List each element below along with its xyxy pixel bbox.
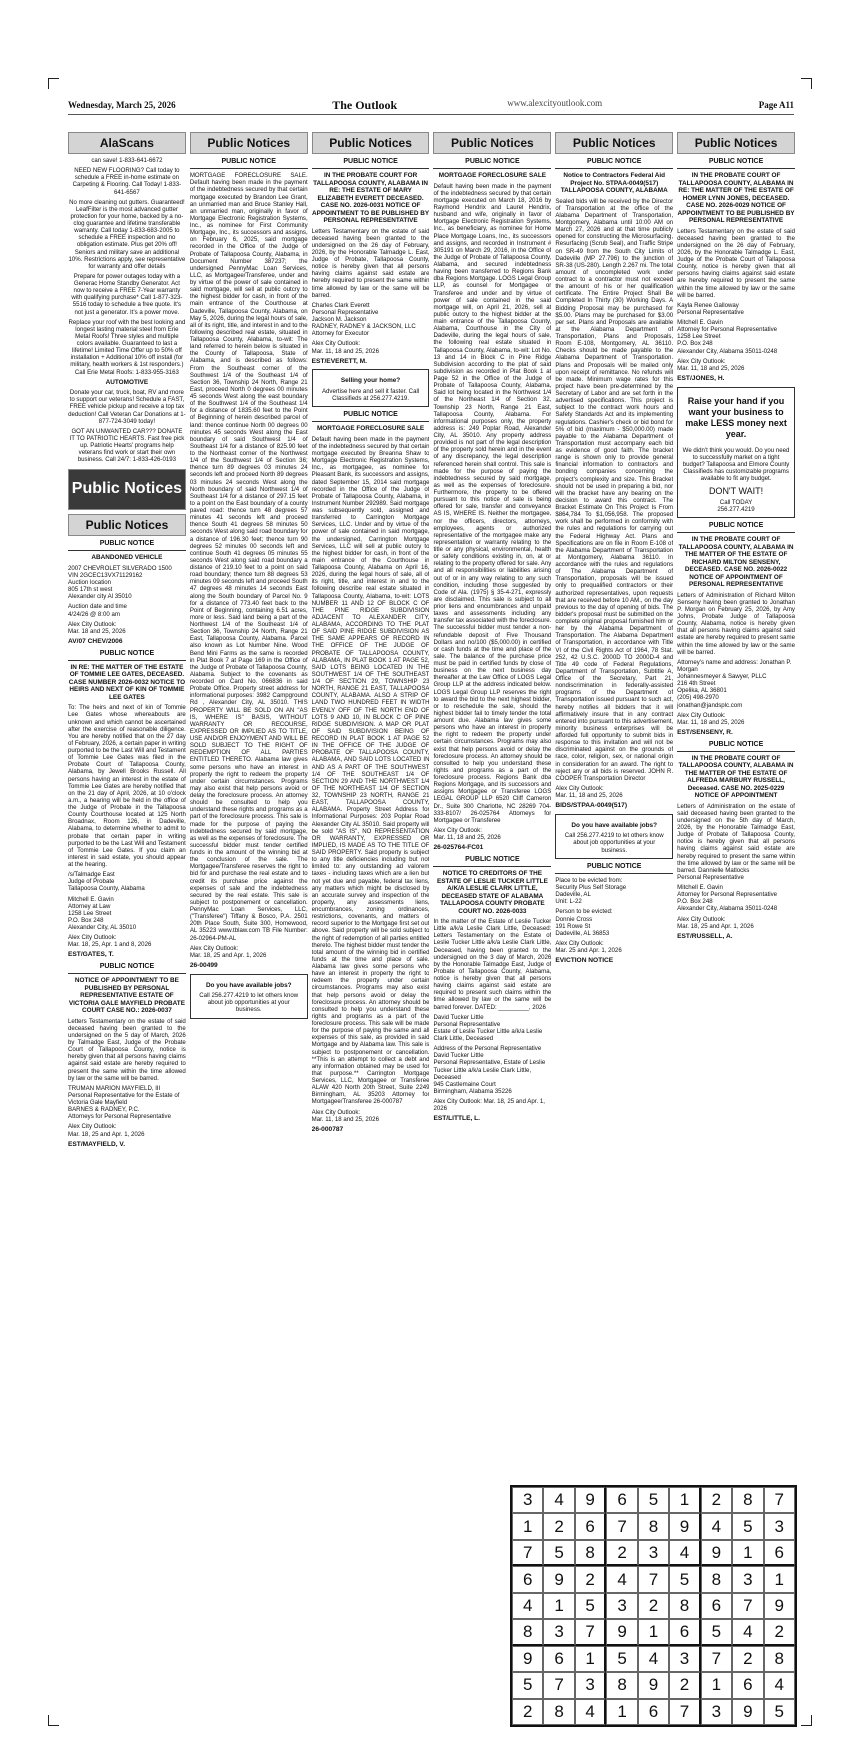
ad-callout: DON'T WAIT! bbox=[708, 486, 764, 497]
section-banner: Public Notices bbox=[190, 132, 308, 154]
notice-body: Letters Testamentary on the estate of said deceased having been granted to the undersigned on the 5 day of March, 2026 by Talmadge East, Judge of the Probate Court of Tallapoosa County, notice is hereby given that all persons having claims against said estate are hereby required to present the same within the time allowed by law or the same will be barred. bbox=[68, 1017, 186, 1082]
sudoku-cell: 6 bbox=[575, 1513, 606, 1539]
attorney-block: Mitchell E. Gavin Attorney for Personal Representative 1258 Lee Street P.O. Box 248 Alexander City, Alabama 35011-0248 bbox=[677, 319, 778, 355]
notice-reference: AV/07 CHEV/2006 bbox=[68, 637, 123, 645]
publication-dates: Alex City Outlook: Mar. 11, 18 and 25, 2026 bbox=[311, 340, 379, 355]
sudoku-cell: 9 bbox=[701, 1540, 732, 1566]
notice-reference: EST/LITTLE, L. bbox=[433, 1115, 481, 1123]
column-2 bbox=[190, 132, 308, 1732]
sudoku-cell: 1 bbox=[701, 1672, 732, 1698]
notice-title: NOTICE TO CREDITORS OF THE ESTATE OF LESLIE TUCKER LITTLE A/K/A LESLIE CLARK LITTLE, DECEASED STATE OF ALABAMA TALLAPOOSA COUNTY PROBATE COURT NO. 2026-0033 bbox=[436, 870, 548, 915]
sudoku-cell: 4 bbox=[543, 1487, 574, 1513]
ad-text: GOT AN UNWANTED CAR??? DONATE IT TO PATRIOTIC HEARTS. Fast free pick up. Patriotic Hearts' programs help veterans find work or start their own business. Call 24/7: 1-833-426-0193 bbox=[69, 427, 185, 464]
ad-title: Selling your home? bbox=[340, 377, 401, 385]
notice-body: Letters Testamentary on the estate of said deceased having been granted to the undersigned on the 26 day of February, 2026, by the Honorable Talmadge L. East, Judge of Probate, Tallapoosa County, notice is hereby given that all persons having claims against said estate are hereby required to present the same within time allowed by law or the same will be barred. bbox=[311, 227, 430, 299]
attorney-block: Mitchell E. Gavin Attorney for Personal Representative P.O. Box 248 Alexander City, Alabama 35011-0248 bbox=[677, 884, 778, 913]
publication-dates: Alex City Outlook: Mar. 18, 25 and Apr. 1, 2026 bbox=[433, 1098, 545, 1113]
sudoku-cell: 2 bbox=[606, 1540, 637, 1566]
notice-label: PUBLIC NOTICE bbox=[433, 158, 551, 169]
notice-title: IN THE PROBATE COURT FOR TALLAPOOSA COUNTY, ALABAMA IN RE: THE ESTATE OF MARY ELIZABETH EVERETT DECEASED. CASE NO. 2026-0031 NOTICE OF APPOINTMENT TO BE PUBLISHED BY PERSONAL REPRESENTATIVE bbox=[312, 172, 430, 225]
sudoku-cell: 2 bbox=[701, 1487, 732, 1513]
sudoku-cell: 9 bbox=[669, 1513, 700, 1539]
sudoku-cell: 9 bbox=[638, 1672, 669, 1698]
sudoku-cell: 5 bbox=[732, 1513, 763, 1539]
signature-block: David Tucker Little Personal Representative Estate of Leslie Tucker Little a/k/a Leslie Clark Little, Deceased bbox=[433, 1013, 543, 1042]
sudoku-cell: 1 bbox=[764, 1566, 795, 1592]
notice-label: PUBLIC NOTICE bbox=[555, 158, 673, 169]
notice-reference: EST/JONES, H. bbox=[677, 374, 725, 382]
sudoku-cell: 3 bbox=[543, 1619, 574, 1645]
sudoku-cell: 2 bbox=[669, 1672, 700, 1698]
signature-block: /s/Talmadge East Judge of Probate Tallapoosa County, Alabama bbox=[68, 871, 145, 893]
publication-dates: Alex City Outlook: Mar. 11, 18 and 25, 2026 bbox=[311, 1108, 379, 1123]
ad-text: Donate your car, truck, boat, RV and more to support our veterans! Schedule a FAST, FREE vehicle pickup and receive a top tax deduction! Call Veteran Car Donations at 1-877-724-3049 today! bbox=[68, 389, 186, 425]
notice-body: MORTGAGE FORECLOSURE SALE. Default having been made in the payment of the indebtedness secured by that certain mortgage executed by Brandon Lee Grant, an unmarried man and Bruce Stanley Hall, an unmarried man, originally in favor of Mortgage Electronic Registration Systems, Inc., as nominee for First Community Mortgage, Inc., its successors and assigns, on February 6, 2025, said mortgage recorded in the Office of the Judge of Probate of Tallapoosa County, Alabama, in Document Number 387237; the undersigned PennyMac Loan Services, LLC, as Mortgagee/Transferee, under and by virtue of the power of sale contained in said mortgage, will sell at public outcry to the highest bidder for cash, in front of the main entrance of the Courthouse at Dadeville, Tallapoosa County, Alabama, on May 5, 2026, during the legal hours of sale, all of its right, title, and interest in and to the following described real estate, situated in Tallapoosa County, Alabama, to-wit: The land referred to herein below is situated in the County of Tallapoosa, State of Alabama, and is described as follows: From the Southeast corner of the Southwest 1/4 of the Southeast 1/4 of Section 36, Township 24 North, Range 21 East, proceed North 0 degrees 00 minutes 45 seconds West along the east boundary of the Southwest 1/4 of the Southeast 1/4 for a distance of 1835.60 feet to the Point of Beginning of herein described parcel of land: thence continue North 00 degrees 00 minutes 45 seconds West along the East boundary of said Southwest 1/4 of Southeast 1/4 for a distance of 825.90 feet to the Northeast corner of the Northwest 1/4 of the Southwest 1/4 of Section 36; thence turn 89 degrees 03 minutes 24 seconds left and proceed North 89 degrees 03 minutes 24 seconds West along the North boundary of said Northwest 1/4 of Southeast 1/4 for a distance of 297.15 feet to a point on the East boundary of a county paved road: thence turn 48 degrees 57 minutes 41 seconds left and proceed thence South 41 degrees 58 minutes 50 seconds West along said road boundary for a distance of 196.30 feet; thence turn 90 degrees 52 minutes 00 seconds left and continue South 41 degrees 05 minutes 55 seconds West along said road boundary a distance of 219.10 feet to a point on said road boundary; thence turn 88 degrees 53 minutes 09 seconds left and proceed South 47 degrees 48 minutes 14 seconds East along the South boundary of Parcel No. 9 for a distance of 773.40 feet back to the Point of Beginning, containing 6.51 acres, more or less. Said land being a part of the Northwest 1/4 of the Southeast 1/4 of Section 36, Township 24 North, Range 21 East, Tallapoosa County, Alabama. Parcel also known as Lot Number Nine. Wood Bend Mini Farms as the same is recorded in Plat Book 7 at Page 169 in the Office of the Judge of Probate of Tallapoosa County, Alabama. Subject to the covenants as recorded on Card No. 066836 in said Probate Office. Property street address for informational purposes: 3982 Campground Rd , Alexander City, AL 35010. THIS PROPERTY WILL BE SOLD ON AN "AS IS, WHERE IS" BASIS, WITHOUT WARRANTY OR RECOURSE, EXPRESSED OR IMPLIED AS TO TITLE, USE AND/OR ENJOYMENT AND WILL BE SOLD SUBJECT TO THE RIGHT OF REDEMPTION OF ALL PARTIES ENTITLED THERETO. Alabama law gives some persons who have an interest in property the right to redeem the property under certain circumstances. Programs may also exist that help persons avoid or delay the foreclosure process. An attorney should be consulted to help you understand these rights and programs as a part of the foreclosure process. This sale is made for the purpose of paying the indebtedness secured by said mortgage, as well as the expenses of foreclosure. The successful bidder must tender certified funds in the amount of the winning bid at the conclusion of the sale. The Mortgagee/Transferee reserves the right to bid for and purchase the real estate and to credit its purchase price against the expenses of sale and the indebtedness secured by the real estate. This sale is subject to postponement or cancellation. PennyMac Loan Services, LLC, ("Transferee") Tiffany & Bosco, P.A. 2501 20th Place South, Suite 300, Homewood, AL 35223 www.tblaw.com TB File Number: 26-02964-PM-AL bbox=[189, 172, 308, 942]
ad-text: Prepare for power outages today with a Generac Home Standby Generator. Act now to receive a FREE 7-Year warranty with qualifying purchase* Call 1-877-323-5516 today to schedule a free quote. It's not just a generator. It's a power move. bbox=[71, 272, 183, 316]
sudoku-cell: 2 bbox=[764, 1619, 795, 1645]
alascans-banner: AlaScans bbox=[68, 132, 186, 154]
sudoku-cell: 1 bbox=[732, 1540, 763, 1566]
sudoku-cell: 1 bbox=[575, 1646, 606, 1672]
sudoku-cell: 3 bbox=[669, 1646, 700, 1672]
attorney-block: Attorney's name and address: Jonathan P. Morgan Johannesmeyer & Sawyer, PLLC 216 4th Street Opelika, AL 36801 (205) 498-2970 jonathan@jandsplc.com bbox=[677, 658, 792, 709]
column-3 bbox=[312, 132, 430, 1732]
sudoku-cell: 8 bbox=[732, 1487, 763, 1513]
sudoku-cell: 7 bbox=[512, 1540, 543, 1566]
notice-reference: EVICTION NOTICE bbox=[555, 957, 614, 965]
notice-label: PUBLIC NOTICE bbox=[555, 863, 673, 874]
crop-mark bbox=[48, 78, 59, 89]
sudoku-cell: 4 bbox=[606, 1566, 637, 1592]
sudoku-cell: 8 bbox=[638, 1513, 669, 1539]
sudoku-cell: 6 bbox=[701, 1593, 732, 1619]
sudoku-cell: 5 bbox=[764, 1699, 795, 1725]
sudoku-cell: 6 bbox=[638, 1699, 669, 1725]
publication-dates: Alex City Outlook: Mar. 18, 25, Apr. 1 and 8, 2026 bbox=[68, 934, 152, 949]
sudoku-cell: 2 bbox=[732, 1646, 763, 1672]
publication-dates: Alex City Outlook: Mar. 18 and 25, 2026 bbox=[68, 620, 126, 635]
sudoku-cell: 4 bbox=[575, 1699, 606, 1725]
notice-reference: EST/RUSSELL, A. bbox=[677, 932, 733, 940]
sudoku-cell: 6 bbox=[512, 1566, 543, 1592]
sudoku-cell: 3 bbox=[575, 1672, 606, 1698]
notice-title: MORTGAGE FORECLOSURE SALE bbox=[316, 425, 425, 433]
ad-text: Advertise here and sell it faster. Call Classifieds at 256.277.4219. bbox=[321, 387, 420, 403]
sudoku-cell: 9 bbox=[732, 1699, 763, 1725]
notice-body: To: The heirs and next of kin of Tommie Lee Gates whose whereabouts are unknown and which cannot be ascertained after the exercise of reasonable diligence. You are hereby notified that on the 27 day of February, 2026, a certain paper in writing purported to be the Last Will and Testament of Tommie Lee Gates was filed in the Probate Court of Tallapoosa County, Alabama, by Jewell Brooks Russell. All persons having an interest in the estate of Tommie Lee Gates are hereby notified that on the 21 day of April, 2026, at 10 o'clock a.m., a hearing will be held in the office of the Judge of Probate in the Tallapoosa County Courthouse located at 125 North Broadnax, Room 126, in Dadeville, Alabama, to determine whether to admit to probate that certain paper in writing purported to be the Last Will and Testament of Tommie Lee Gates. If you claim an interest in said estate, you should appear at the hearing. bbox=[68, 704, 186, 868]
section-banner: Public Notices bbox=[555, 132, 673, 154]
notice-body: Default having been made in the payment of the indebtedness secured by that certain mortgage executed by Breanna Shaw to Mortgage Electronic Registration Systems, Inc., as mortgagee, as nominee for Pleasant Bank, its successors and assigns, dated September 15, 2014 said mortgage recorded in the Office of the Judge of Probate of Tallapoosa County, Alabama, in Instrument Number 292989. Said mortgage was subsequently sold, assigned and transferred to Carrington Mortgage Services, LLC. Under and by virtue of the power of sale contained in said mortgage, the undersigned, Carrington Mortgage Services, LLC will sell at public outcry to the highest bidder for cash, in front of the main entrance of the Courthouse in Tallapoosa County, Alabama on April 16, 2026, during the legal hours of sale, all of its right, title, and interest in and to the following describe real estate situated in Tallapoosa County, Alabama, to-wit: LOTS NUMBER 11 AND 12 OF BLOCK C OF THE PINE RIDGE SUBDIVISION ADJACENT TO ALEXANDER CITY, ALABAMA, ACCORDING TO THE PLAT OF SAID PINE RIDGE SUBDIVISION AS THE SAME APPEARS OF RECORD IN THE OFFICE OF THE JUDGE OF PROBATE OF TALLAPOOSA COUNTY, ALABAMA, IN PLAT BOOK 1 AT PAGE 52, SAID LOTS BEING LOCATED IN THE SOUTHWEST 1/4 OF THE SOUTHEAST 1/4 OF SECTION 29, TOWNSHIP 23 NORTH, RANGE 21 EAST, TALLAPOOSA COUNTY, ALABAMA. ALSO A STRIP OF LAND TWO HUNDRED FEET IN WIDTH EVENLY OFF OF THE NORTH END OF LOTS 9 AND 10, IN BLOCK C OF PINE RIDGE SUBDIVISION. A MAP OR PLAT OF SAID SUBDIVISION BEING OF RECORD IN PLAT BOOK 1 AT PAGE 52 IN THE OFFICE OF THE JUDGE OF PROBATE OF TALLAPOOSA COUNTY, ALABAMA, AND SAID LOTS LOCATED IN AND AS A PART OF THE SOUTHWEST 1/4 OF THE SOUTHEAST 1/4 OF SECTION 29 AND THE NORTHWEST 1/4 OF THE NORTHEAST 1/4 OF SECTION 32, TOWNSHIP 23 NORTH, RANGE 21 EAST, TALLAPOOSA COUNTY, ALABAMA. Property Street Address for Informational Purposes: 203 Poplar Road Alexander City AL 35010. Said property will be sold "AS IS", NO REPRESENTATION OR WARRANTY, EXPRESSED OR IMPLIED, IS MADE AS TO THE TITLE OF SAID PROPERTY. Said property is subject to any title deficiencies including but not limited to: any outstanding ad valorem taxes - including taxes which are a lien but not yet due and payable, federal tax liens, any matters which might be disclosed by an accurate survey and inspection of the property, any assessments liens, encumbrances, zoning ordinances, restrictions, covenants, and matters of record superior to the Mortgage first set out above. Said property will be sold subject to the right of redemption of all parties entitled thereto. The highest bidder must tender the total amount of the winning bid in certified funds at the time and place of sale. Alabama law gives some persons who have an interest in property the right to redeem the property under certain circumstances. Programs may also exist that help persons avoid or delay the foreclosure process. An attorney should be consulted to help you understand these rights and programs as a part of the foreclosure process. This sale will be made for the purpose of paying the same and all expenses of this sale, as provided in said Mortgage and by Alabama law. This sale is subject to postponement or cancellation. **This is an attempt to collect a debt and any information obtained may be used for that purpose.** Carrington Mortgage Services, LLC, Mortgagee or Transferee ALAW 420 North 20th Street, Suite 2249 Birmingham, AL 35203 Attorney for Mortgagee/Transferee 26-000787 bbox=[311, 435, 430, 1106]
jobs-ad bbox=[190, 974, 308, 1019]
section-banner: Public Notices bbox=[312, 132, 430, 154]
sudoku-cell: 1 bbox=[606, 1699, 637, 1725]
sudoku-cell: 7 bbox=[575, 1619, 606, 1645]
sudoku-cell: 2 bbox=[638, 1593, 669, 1619]
sudoku-cell: 3 bbox=[732, 1566, 763, 1592]
notice-body: Auction date and time 4/24/26 @ 8:00 am bbox=[68, 603, 127, 618]
notice-body: In the matter of the Estate of Leslie Tucker Little a/k/a Leslie Clark Little, Deceased: Letters Testamentary on the Estate of Leslie Tucker Little a/k/a Leslie Clark Little, Deceased, having been granted to the undersigned on the 3 day of March, 2026 by the Honorable Talmadge East, Judge of Probate of Tallapoosa County, Alabama, notice is hereby given that all persons having claims against said estate are required to present such claims within the time allowed by law or the same will be barred forever. DATED: _________, 2026 bbox=[433, 918, 552, 1011]
notice-body: Letters Testamentary on the estate of said deceased having been granted to the undersigned on the 26 day of February, 2026, by the Honorable Talmadge L. East, Judge of the Probate Court of Tallapoosa County, notice is hereby given that all persons having claims against said estate are hereby required to present the same within the time allowed by law or the same will be barred. bbox=[677, 227, 795, 299]
column-1 bbox=[68, 132, 186, 1732]
notice-label: PUBLIC NOTICE bbox=[312, 411, 430, 422]
ad-title: Do you have available jobs? bbox=[571, 821, 658, 829]
sudoku-cell: 7 bbox=[732, 1593, 763, 1619]
sudoku-cell: 5 bbox=[543, 1540, 574, 1566]
sudoku-cell: 3 bbox=[638, 1540, 669, 1566]
sudoku-cell: 8 bbox=[606, 1672, 637, 1698]
page-header bbox=[68, 96, 794, 115]
sudoku-cell: 7 bbox=[701, 1646, 732, 1672]
ad-text: NEED NEW FLOORING? Call today to schedule a FREE in-home estimate on Carpeting & Flooring. Call Today! 1-833-641-6567 bbox=[72, 167, 182, 196]
sudoku-cell: 6 bbox=[606, 1487, 637, 1513]
notice-label: PUBLIC NOTICE bbox=[190, 158, 308, 169]
notice-label: PUBLIC NOTICE bbox=[677, 522, 795, 533]
notice-label: PUBLIC NOTICE bbox=[433, 856, 551, 867]
publication-dates: Alex City Outlook: Mar. 11, 18 and 25, 2026 bbox=[677, 357, 745, 372]
sudoku-cell: 5 bbox=[606, 1646, 637, 1672]
sudoku-cell: 8 bbox=[701, 1566, 732, 1592]
notice-reference: EST/SENSENY, R. bbox=[677, 728, 733, 736]
sudoku-cell: 8 bbox=[543, 1699, 574, 1725]
section-banner: Public Notices bbox=[677, 132, 795, 154]
sudoku-cell: 4 bbox=[512, 1593, 543, 1619]
sudoku-cell: 4 bbox=[764, 1672, 795, 1698]
notice-body: Place to be evicted from: Security Plus Self Storage Dadeville, AL Unit: L-22 bbox=[555, 876, 627, 906]
notice-body: Default having been made in the payment of the indebtedness secured by that certain mortgage executed on March 18, 2016 by Raymond Hendrix and Laurel Hendrix, husband and wife, originally in favor of Mortgage Electronic Registration Systems, Inc., as beneficiary, as nominee for Home Place Mortgage Loans, Inc., its successors and assigns, and recorded in Instrument # 305191 on March 29, 2016, in the Office of the Judge of Probate of Tallapoosa County, Alabama, and secured indebtedness having been transferred to Regions Bank dba Regions Mortgage. LOGS Legal Group LLP, as counsel for Mortgagee or Transferee and under and by virtue of power of sale contained in the said mortgage will, on April 21, 2026, sell at public outcry to the highest bidder at the main entrance of the Tallapoosa County, Alabama, Courthouse in the City of Dadeville, during the legal hours of sale, the following real estate situated in Tallapoosa County, Alabama, to-wit: Lot No. 13 and 14 in Block C in Pine Ridge Subdivision according to the plat of said subdivision as recorded in Plat Book 1 at Page 52 in the Office of the Judge of Probate of Tallapoosa County, Alabama, Said lot being located in the Northwest 1/4 of the Northeast 1/4 of Section 32, Township 23 North, Range 21 East, Tallapoosa County, Alabama. For informational purposes only, the property address is: 249 Poplar Road, Alexander City, AL 35010. Any property address provided is not part of the legal description of the property sold herein and in the event of any discrepancy, the legal description referenced herein shall control. This sale is made for the purpose of paying the indebtedness secured by said mortgage, as well as the expenses of foreclosure. Furthermore, the property to be offered pursuant to this notice of sale is being offered for sale, transfer and conveyance AS IS, WHERE IS. Neither the mortgagee, nor the officers, directors, attorneys, employees, agents or authorized representative of the mortgagee make any representation or warranty relating to the title or any physical, environmental, health or safety conditions existing in, on, at or relating to the property offered for sale. Any and all responsibilities or liabilities arising out of or in any way relating to any such condition, including those suggested by Code of Ala. (1975) § 35-4-271, expressly are disclaimed. This sale is subject to all prior liens and encumbrances and unpaid taxes and assessments including any transfer tax associated with the foreclosure. The successful bidder must tender a non-refundable deposit of Five Thousand Dollars and no/100 ($5,000.00) in certified or cash funds at the time and place of the sale. The balance of the purchase price must be paid in certified funds by close of business on the next business day thereafter at the Law Office of LOGS Legal Group LLP at the address indicated below. LOGS Legal Group LLP reserves the right to award the bid to the next highest bidder, or to reschedule the sale, should the highest bidder fail to timely tender the total amount due. Alabama law gives some persons who have an interest in property the right to redeem the property under certain circumstances. Programs may also exist that help persons avoid or delay the foreclosure process. An attorney should be consulted to help you understand these rights and programs as a part of the foreclosure process. Regions Bank dba Regions Mortgage, and its successors and assigns Mortgagee or Transferee LOGS LEGAL GROUP LLP 6520 Cliff Cameron Dr., Suite 300 Charlotte, NC 28269 704-333-8107/ 26-025764 Attorneys for Mortgagee or Transferee bbox=[433, 182, 552, 824]
sudoku-cell: 1 bbox=[669, 1487, 700, 1513]
notice-label: PUBLIC NOTICE bbox=[68, 650, 186, 661]
sudoku-cell: 9 bbox=[606, 1619, 637, 1645]
notice-body: Letters of Administration of Richard Milton Senseny having been granted to Jonathan P. Morgan on February 25, 2026, by Amy Johns, Probate Judge of Tallapoosa County, Alabama, notice is hereby given that all persons having claims against said estate are hereby required to present same within the time allowed by law or the same will be barred. bbox=[677, 591, 795, 656]
page-number: Page A11 bbox=[758, 100, 794, 110]
jobs-ad bbox=[555, 814, 673, 859]
sudoku-cell: 3 bbox=[512, 1487, 543, 1513]
website-link[interactable]: www.alexcityoutlook.com bbox=[507, 97, 603, 108]
sudoku-cell: 7 bbox=[543, 1672, 574, 1698]
notice-title: Notice to Contractors Federal Aid Project No. STPAA-0049(517) TALLAPOOSA COUNTY, ALABAMA bbox=[560, 172, 668, 195]
sudoku-cell: 3 bbox=[606, 1593, 637, 1619]
ad-headline: Raise your hand if you want your business to make LESS money next year. bbox=[685, 395, 787, 440]
notice-label: PUBLIC NOTICE bbox=[677, 741, 795, 752]
sudoku-cell: 8 bbox=[669, 1593, 700, 1619]
sudoku-cell: 5 bbox=[669, 1566, 700, 1592]
sudoku-cell: 6 bbox=[732, 1672, 763, 1698]
sudoku-cell: 9 bbox=[543, 1566, 574, 1592]
publication-dates: Alex City Outlook: Mar. 11, 18 and 25, 2026 bbox=[677, 711, 745, 726]
sudoku-cell: 8 bbox=[512, 1619, 543, 1645]
notice-reference: BIDS/STPAA-0049(517) bbox=[555, 802, 628, 810]
sudoku-cell: 4 bbox=[732, 1619, 763, 1645]
notice-body: Sealed bids will be received by the Director of Transportation at the office of the Alabama Department of Transportation, Montgomery, Alabama until 10:00 AM on March 27, 2026 and at that time publicly opened for constructing the Microsurfacing, Resurfacing (Scrub Seal), and Traffic Stripe on SR-49 from the South City Limits of Dadeville (MP 27.796) to the junction of SR-38 (US-280). Length 2.267 mi. The total amount of uncompleted work under contract to a contractor must not exceed the amount of his or her qualification certificate. The Entire Project Shall Be Completed In Thirty (30) Working Days. A Bidding Proposal may be purchased for $5.00. Plans may be purchased for $3.00 per set. Plans and Proposals are available at the Alabama Department of Transportation, Plans and Proposals, Room E-108, Montgomery, AL 36110. Checks should be made payable to the Alabama Department of Transportation. Plans and Proposals will be mailed only upon receipt of remittance. No refunds will be made. Minimum wage rates for this project have been pre-determined by the Secretary of Labor and are set forth in the advertised specifications. This project is subject to the contract work hours and Safety Standards Act and its implementing regulations. Cashier's check or bid bond for 5% of bid (maximum - $50,000.00) made payable to the Alabama Department of Transportation must accompany each bid as evidence of good faith. The bracket range is shown only to provide general financial information to contractors and bonding companies concerning the project's complexity and size. This Bracket should not be used in preparing a bid, nor will the bracket have any bearing on the decision to award this contract. The Bracket Estimate On This Project Is From $864,784 To $1,056,958. The proposed work shall be performed in conformity with the rules and regulations for carrying out the Federal Highway Act. Plans and Specifications are on file in Room E-108 of the Alabama Department of Transportation at Montgomery, Alabama 36110. In accordance with the rules and regulations of The Alabama Department of Transportation, proposals will be issued only to prequalified contractors or their authorized representatives, upon requests that are received before 10 AM., on the day previous to the day of opening of bids. The bidder's proposal must be submitted on the complete original proposal furnished him or her by the Alabama Department of Transportation. The Alabama Department of Transportation, in accordance with Title VI of the Civil Rights Act of 1964, 78 Stat. 252, 42 U.S.C. 2000D TO 2000D-4 and Title 49 code of Federal Regulations, Department of Transportation, Subtitle A, Office of the Secretary, Part 21, nondiscrimination in federally-assisted programs of the Department of Transportation issued pursuant to such act, hereby notifies all bidders that it will affirmatively insure that in any contract entered into pursuant to this advertisement, minority business enterprises will be afforded full opportunity to submit bids in response to this invitation and will not be discriminated against on the grounds of race, color, religion, sex, or national origin in consideration for an award. The right to reject any or all bids is reserved. JOHN R. COOPER Transportation Director bbox=[555, 197, 674, 782]
notice-body: 2007 CHEVROLET SILVERADO 1500 VIN 2GCEC13VX71129162 Auction location 805 17th st west Alexander city Al 35010 bbox=[68, 564, 172, 601]
sudoku-cell: 2 bbox=[512, 1699, 543, 1725]
sudoku-cell: 7 bbox=[669, 1699, 700, 1725]
sudoku-cell: 4 bbox=[701, 1513, 732, 1539]
notice-title: IN THE PROBATE COURT OF TALLAPOOSA COUNTY, ALABAMA IN THE MATTER OF THE ESTATE OF RICHARD MILTON SENSENY, DECEASED. CASE NO. 2026-0022 NOTICE OF APPOINTMENT OF PERSONAL REPRESENTATIVE bbox=[678, 536, 794, 589]
crop-mark bbox=[48, 1715, 59, 1726]
publication-dates: Alex City Outlook: Mar. 11, 18 and 25, 2026 bbox=[555, 784, 623, 800]
ad-text: No more cleaning out gutters. Guaranteed! LeafFilter is the most advanced gutter protection for your home, backed by a no-clog guarantee and lifetime transferable warranty. Call today 1-833-683-2005 to schedule a FREE inspection and no obligation estimate. Plus get 20% off! Seniors and military save an additional 10%. Restrictions apply, see representative for warranty and offer details bbox=[68, 198, 186, 270]
sudoku-cell: 2 bbox=[543, 1513, 574, 1539]
classified-promo-ad bbox=[677, 387, 795, 518]
sudoku-cell: 7 bbox=[764, 1487, 795, 1513]
sudoku-cell: 7 bbox=[638, 1566, 669, 1592]
section-banner: Public Notices bbox=[68, 514, 186, 536]
notice-body: Person to be evicted: Donnie Cross 191 Rowe St Dadeville, AL 36853 bbox=[555, 908, 613, 937]
sudoku-cell: 3 bbox=[764, 1513, 795, 1539]
notice-title: ABANDONED VEHICLE bbox=[91, 554, 163, 562]
publication-dates: Alex City Outlook: Mar. 25 and Apr. 1, 2026 bbox=[555, 939, 622, 955]
sudoku-cell: 7 bbox=[606, 1513, 637, 1539]
sudoku-cell: 4 bbox=[669, 1540, 700, 1566]
selling-home-ad bbox=[312, 369, 430, 407]
signature-block: Kayla Renee Galloway Personal Representative bbox=[677, 301, 744, 316]
ad-text: Call 256.277.4219 to let others know about job opportunities at your business. bbox=[199, 992, 299, 1014]
crop-mark bbox=[801, 1715, 812, 1726]
ad-text: Replace your roof with the best looking and longest lasting material steel from Erie Metal Roofs! Three styles and multiple colors available. Guaranteed to last a lifetime! Limited Time Offer up to 50% off installation + Additional 10% off install (for military, health workers & 1st responders.) Call Erie Metal Roofs: 1-833-955-3163 bbox=[68, 318, 186, 376]
section-heading: AUTOMOTIVE bbox=[105, 378, 149, 386]
ad-phone: Call TODAY 256.277.4219 bbox=[717, 498, 755, 513]
sudoku-grid bbox=[510, 1485, 797, 1727]
sudoku-cell: 6 bbox=[669, 1619, 700, 1645]
sudoku-cell: 1 bbox=[512, 1513, 543, 1539]
notice-title: NOTICE OF APPOINTMENT TO BE PUBLISHED BY PERSONAL REPRESENTATIVE ESTATE OF VICTORIA GALE MAYFIELD PROBATE COURT CASE NO.: 2026-0037 bbox=[68, 977, 185, 1015]
ad-title: Do you have available jobs? bbox=[205, 981, 292, 989]
sudoku-cell: 6 bbox=[764, 1540, 795, 1566]
sudoku-cell: 5 bbox=[701, 1619, 732, 1645]
sudoku-cell: 9 bbox=[575, 1487, 606, 1513]
sudoku-cell: 3 bbox=[701, 1699, 732, 1725]
sudoku-cell: 5 bbox=[575, 1593, 606, 1619]
ad-text: can save! 1-833-641-6672 bbox=[91, 157, 163, 165]
notice-reference: 26-00499 bbox=[189, 961, 218, 969]
section-banner: Public Notices bbox=[433, 132, 551, 154]
notice-reference: 26-025764-FC01 bbox=[433, 844, 484, 852]
notice-reference: 26-000787 bbox=[311, 1125, 344, 1133]
sudoku-cell: 6 bbox=[543, 1646, 574, 1672]
sudoku-cell: 2 bbox=[575, 1566, 606, 1592]
sudoku-cell: 9 bbox=[764, 1593, 795, 1619]
notice-title: IN THE PROBATE COURT OF TALLAPOOSA COUNTY, ALABAMA IN THE MATTER OF THE ESTATE OF ALFREDA MARBURY RUSSELL, Deceased. CASE NO. 2025-0229 NOTICE OF APPOINTMENT bbox=[678, 754, 794, 800]
address-block: Address of the Personal Representative David Tucker Little Personal Representative, Estate of Leslie Tucker Little a/k/a Leslie Clark Little, Deceased 945 Castlemaine Court Birmingham, Alabama 35226 bbox=[433, 1045, 546, 1095]
public-notices-banner: Public Notices bbox=[68, 469, 186, 510]
sudoku-cell: 8 bbox=[575, 1540, 606, 1566]
signature-block: Charles Clark Everett Personal Representative Jackson M. Jackson RADNEY, RADNEY & JACKSON, LLC Attorney for Executor bbox=[311, 301, 416, 338]
notice-reference: EST/MAYFIELD, V. bbox=[68, 1140, 126, 1148]
publication-dates: Alex City Outlook: Mar. 11, 18 and 25, 2026 bbox=[433, 826, 501, 842]
notice-label: PUBLIC NOTICE bbox=[68, 963, 186, 974]
notice-title: IN RE: THE MATTER OF THE ESTATE OF TOMMIE LEE GATES, DECEASED. CASE NUMBER 2026-0032 NOTICE TO HEIRS AND NEXT OF KIN OF TOMMIE LEE GATES bbox=[68, 663, 186, 701]
sudoku-cell: 1 bbox=[543, 1593, 574, 1619]
publication-dates: Alex City Outlook: Mar. 18, 25 and Apr. 1, 2026 bbox=[189, 944, 267, 959]
notice-title: IN THE PROBATE COURT OF TALLAPOOSA COUNTY, ALABAMA IN RE: THE MATTER OF THE ESTATE OF HOMER LYNN JONES, DECEASED. CASE NO. 2026-0029 NOTICE OF APPOINTMENT TO BE PUBLISHED BY PERSONAL REPRESENTATIVE bbox=[677, 172, 795, 225]
notice-label: PUBLIC NOTICE bbox=[312, 158, 430, 169]
notice-label: PUBLIC NOTICE bbox=[68, 540, 186, 551]
publication-dates: Alex City Outlook: Mar. 18, 25 and Apr. 1, 2026 bbox=[68, 1123, 145, 1138]
sudoku-cell: 9 bbox=[512, 1646, 543, 1672]
notice-title: MORTGAGE FORECLOSURE SALE bbox=[438, 172, 547, 180]
paper-title: The Outlook bbox=[332, 97, 398, 112]
notice-reference: EST/EVERETT, M. bbox=[311, 357, 367, 365]
sudoku-cell: 1 bbox=[638, 1619, 669, 1645]
ad-text: We didn't think you would. Do you need to successfully market on a tight budget? Tallapoosa and Elmore County Classifieds has customizable programs available to fit any budget. bbox=[682, 446, 790, 483]
publication-dates: Alex City Outlook: Mar. 18, 25 and Apr. 1, 2026 bbox=[677, 915, 754, 930]
notice-label: PUBLIC NOTICE bbox=[677, 158, 795, 169]
signature-block: TRUMAN MARION MAYFIELD, III Personal Representative for the Estate of Victoria Gale Mayfield BARNES & RADNEY, P.C. Attorneys for Personal Representative bbox=[68, 1084, 180, 1121]
notice-reference: EST/GATES, T. bbox=[68, 951, 114, 959]
crop-mark bbox=[801, 78, 812, 89]
attorney-block: Mitchell E. Gavin Attorney at Law 1258 Lee Street P.O. Box 248 Alexander City, AL 35010 bbox=[68, 895, 137, 931]
issue-date: Wednesday, March 25, 2026 bbox=[68, 100, 176, 110]
sudoku-cell: 8 bbox=[764, 1646, 795, 1672]
ad-text: Call 256.277.4219 to let others know about job opportunities at your business. bbox=[564, 832, 664, 854]
sudoku-cell: 5 bbox=[638, 1487, 669, 1513]
notice-body: Letters of Administration on the estate of said deceased having been granted to the undersigned on the 5th day of March, 2026, by the Honorable Talmadge East, Judge of Probate of Tallapoosa County, notice is hereby given that all persons having claims against said estate are hereby required to present the same within the time allowed by law or the same will be barred. Dannielle Matlocks Personal Representative bbox=[677, 802, 795, 881]
sudoku-cell: 4 bbox=[638, 1646, 669, 1672]
sudoku-cell: 5 bbox=[512, 1672, 543, 1698]
